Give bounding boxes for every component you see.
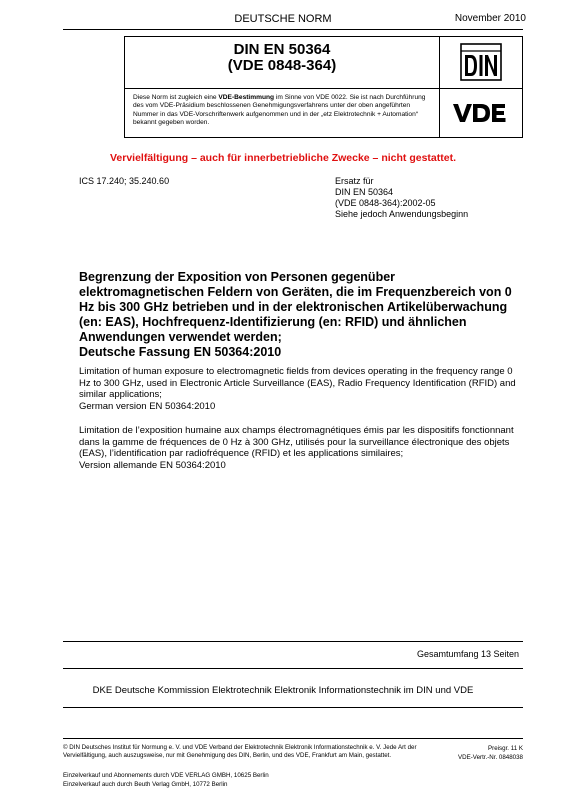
lower-rule-1 xyxy=(63,641,523,642)
title-french-text: Limitation de l’exposition humaine aux champs électromagnétiques émis par les dispositifs fonctionnant dans la gamme de fréquences de 0 Hz à 300 GHz, utilisés pour la surveillance électronique des objets (EAS), l’identification par radiofréquence (RFID) et les applications similaires; xyxy=(79,425,514,459)
title-german-text: Begrenzung der Exposition von Personen gegenüber elektromagnetischen Feldern von Geräten, die im Frequenzbereich von 0 Hz bis 300 GHz betrieben und in der elektronischen Artikelüberwachung (en: EAS), Hochfrequenz-Identifizierung (en: RFID) und ähnlichen Anwendungen verwendet werden; xyxy=(79,270,512,344)
title-german-version: Deutsche Fassung EN 50364:2010 xyxy=(79,345,282,359)
title-english-version: German version EN 50364:2010 xyxy=(79,400,216,412)
title-french-version: Version allemande EN 50364:2010 xyxy=(79,459,226,471)
price-group: Preisgr. 11 K xyxy=(488,745,523,752)
order-number: VDE-Vertr.-Nr. 0848038 xyxy=(458,754,523,761)
total-pages: Gesamtumfang 13 Seiten xyxy=(416,649,519,659)
ics-code: ICS 17.240; 35.240.60 xyxy=(79,176,170,186)
copyright-notice: © DIN Deutsches Institut für Normung e. V. und VDE Verband der Elektrotechnik Elektronik Informationstechnik e. V. Jede Art der Vervielfältigung, auch auszugsweise, nur mit Genehmigung des DIN, Berlin, und des VDE, Frankfurt am Main, gestattet. xyxy=(63,744,417,759)
standard-number-box xyxy=(124,36,440,89)
sales-info xyxy=(63,771,269,789)
title-french xyxy=(79,425,519,471)
price-info xyxy=(458,744,523,762)
vde-logo xyxy=(452,102,512,124)
publication-date: November 2010 xyxy=(454,13,526,24)
replacement-line2: DIN EN 50364 xyxy=(335,187,394,197)
lower-rule-2 xyxy=(63,668,523,669)
note-part2: im Sinne von VDE 0022. Sie ist nach Durchführung des vom VDE-Präsidium beschlossenen Genehmigungsverfahrens unter der oben angeführten Nummer in das VDE-Vorschriftenwerk aufgenommen und in der „etz Elektrotechnik + Automation“ bekannt gegeben worden. xyxy=(133,94,426,127)
vde-determination-note xyxy=(124,89,440,138)
footer-rule xyxy=(63,738,523,739)
standard-number: DIN EN 50364 xyxy=(233,41,331,58)
sales-beuth: Einzelverkauf auch durch Beuth Verlag GmbH, 10772 Berlin xyxy=(63,781,228,788)
title-english xyxy=(79,366,519,412)
title-german xyxy=(79,270,519,360)
sales-vde: Einzelverkauf und Abonnements durch VDE VERLAG GMBH, 10625 Berlin xyxy=(63,772,269,779)
note-bold: VDE-Bestimmung xyxy=(218,94,275,101)
replacement-line3: (VDE 0848-364):2002-05 xyxy=(335,198,436,208)
din-logo xyxy=(460,43,502,81)
replacement-line1: Ersatz für xyxy=(335,176,374,186)
title-english-text: Limitation of human exposure to electromagnetic fields from devices operating in the frequency range 0 Hz to 300 GHz, used in Electronic Article Surveillance (EAS), Radio Frequency Identification (RFID) and similar applications; xyxy=(79,366,516,400)
norm-label: DEUTSCHE NORM xyxy=(234,13,332,25)
din-logo-box xyxy=(440,36,523,89)
vde-number: (VDE 0848-364) xyxy=(227,57,337,74)
lower-rule-3 xyxy=(63,707,523,708)
note-part1: Diese Norm ist zugleich eine xyxy=(133,94,219,101)
vde-logo-box xyxy=(440,89,523,138)
dke-commission: DKE Deutsche Kommission Elektrotechnik Elektronik Informationstechnik im DIN und VDE xyxy=(92,685,474,696)
replacement-info xyxy=(335,176,468,220)
reproduction-warning: Vervielfältigung – auch für innerbetriebliche Zwecke – nicht gestattet. xyxy=(109,152,456,164)
header-rule xyxy=(63,29,523,30)
replacement-line4: Siehe jedoch Anwendungsbeginn xyxy=(335,209,469,219)
